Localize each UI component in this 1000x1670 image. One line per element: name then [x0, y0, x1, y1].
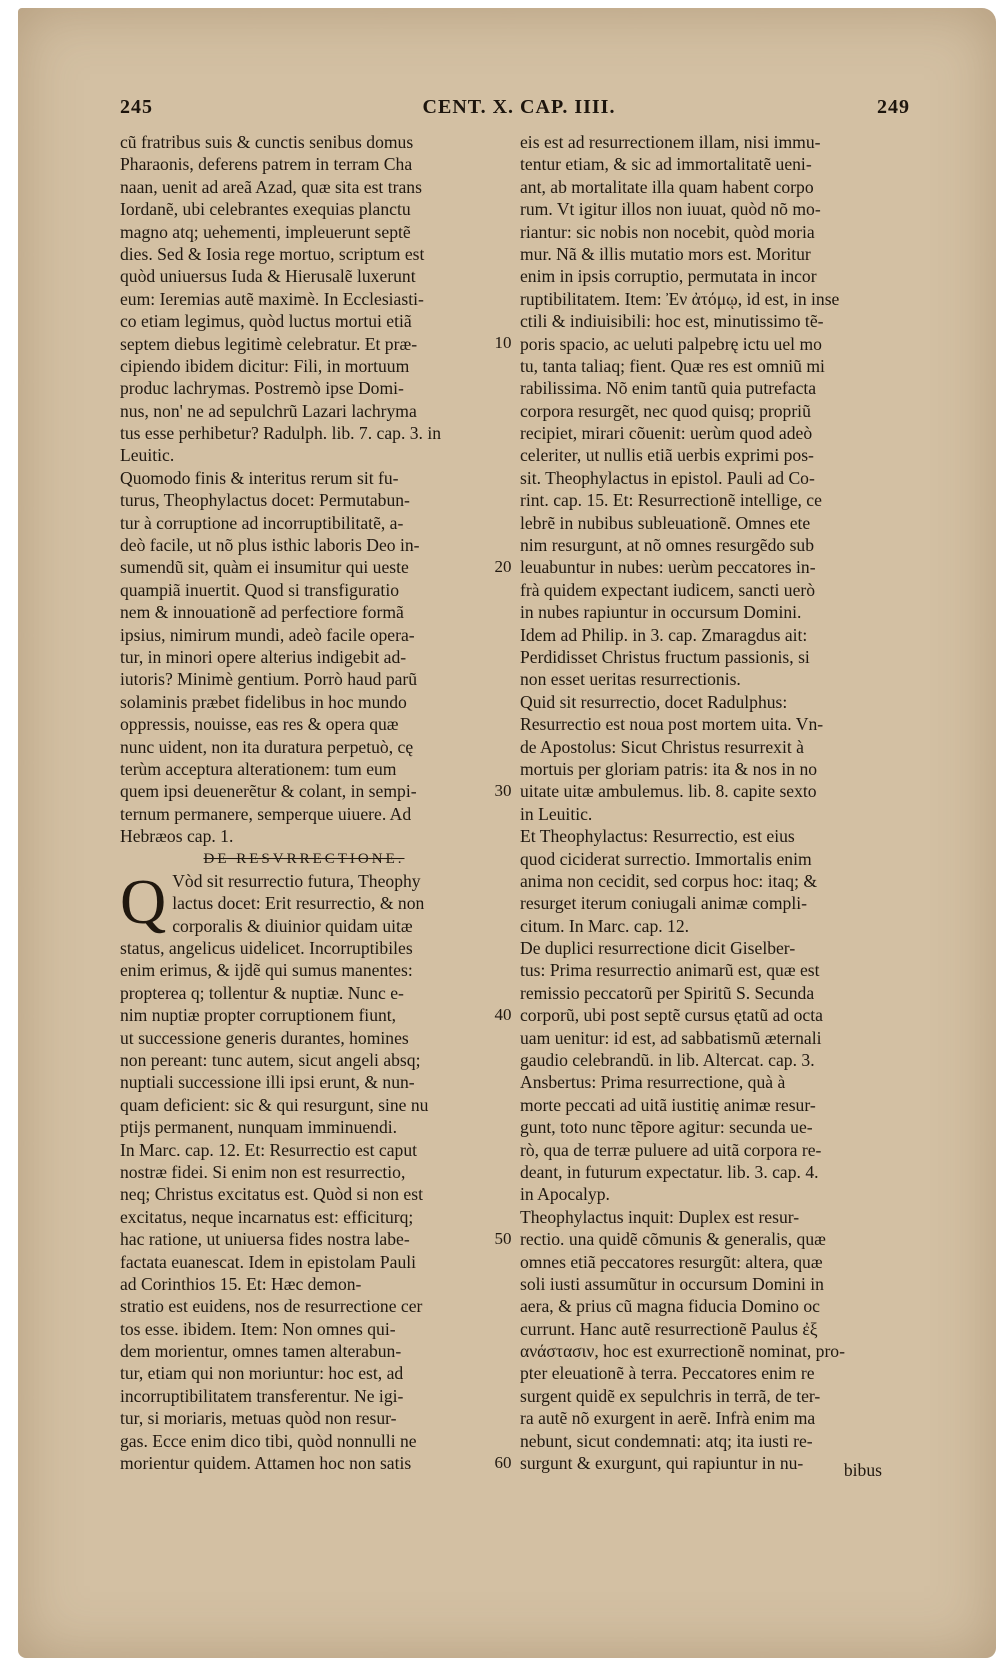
text-line: mur. Nã & illis mutatio mors est. Moritur [520, 243, 811, 264]
text-line: omnes etiã peccatores resurgũt: altera, quæ [520, 1251, 823, 1272]
text-line: quam deficient: sic & qui resurgunt, sine nu [120, 1094, 429, 1115]
text-line: tur, etiam qui non moriuntur: hoc est, ad [120, 1363, 404, 1384]
text-line: morientur quidem. Attamen hoc non satis [120, 1453, 412, 1474]
text-line: surgunt & exurgunt, qui rapiuntur in nu- [520, 1453, 804, 1474]
text-line: in nubes rapiuntur in occursum Domini. [520, 602, 802, 623]
text-line: tur, si moriaris, metuas quòd non resur- [120, 1408, 397, 1429]
running-title: CENT. X. CAP. IIII. [422, 96, 616, 118]
text-line: recipiet, mirari cõuenit: uerùm quod adeò [520, 423, 813, 444]
text-line: soli iusti assumũtur in occursum Domini in [520, 1273, 824, 1294]
text-line: leuabuntur in nubes: uerùm peccatores in- [520, 557, 816, 578]
text-line: iutoris? Minimè gentium. Porrò haud parũ [120, 669, 418, 690]
text-line: non pereant: tunc autem, sicut angeli absq; [120, 1050, 421, 1071]
text-line: eis est ad resurrectionem illam, nisi immu- [520, 132, 821, 152]
text-line: quampiã inuertit. Quod si transfiguratio [120, 579, 400, 600]
text-line: celeriter, ut nullis etiã uerbis exprimi pos- [520, 445, 814, 466]
text-line: Pharaonis, deferens patrem in terram Cha [120, 154, 413, 175]
text-line: Idem ad Philip. in 3. cap. Zmaragdus ait: [520, 624, 808, 645]
text-line: Vòd sit resurrectio futura, Theophy [172, 870, 421, 891]
text-line: gaudio celebrandũ. in lib. Altercat. cap. 3. [520, 1050, 815, 1071]
text-line: nem & innouationẽ ad perfectiore formã [120, 602, 404, 623]
line-number: 60 [494, 1452, 512, 1472]
text-line: Quomodo finis & interitus rerum sit fu- [120, 467, 399, 488]
text-line: nunc uident, non ita duratura perpetuò, cę [120, 736, 414, 757]
text-line: currunt. Hanc autẽ resurrectionẽ Paulus ἐξ [520, 1318, 818, 1339]
text-line: resurget iterum coniugali animæ compli- [520, 893, 807, 914]
text-line: nus, non' ne ad sepulchrũ Lazari lachryma [120, 400, 417, 421]
text-line: cũ fratribus suis & cunctis senibus domus [120, 132, 414, 152]
text-line: propterea q; tollentur & nuptiæ. Nunc e- [120, 982, 404, 1003]
text-line: ra autẽ nõ exurgent in aerẽ. Infrà enim ma [520, 1408, 816, 1429]
text-line: mortuis per gloriam patris: ita & nos in no [520, 758, 818, 779]
text-line: ανάστασιν, hoc est exurrectionẽ nominat, pro- [520, 1341, 845, 1362]
text-line: rint. cap. 15. Et: Resurrectionẽ intellige, ce [520, 490, 822, 511]
text-line: cipiendo ibidem dicitur: Fili, in mortuum [120, 355, 410, 376]
text-line: corporũ, ubi post septẽ cursus ętatũ ad octa [520, 1005, 823, 1026]
text-line: anima non cecidit, sed corpus hoc: itaq; & [520, 870, 818, 891]
text-line: co etiam legimus, quòd luctus mortui etiã [120, 311, 412, 332]
section-title: DE RESVRRECTIONE. [203, 850, 405, 867]
text-line: pter eleuationẽ à terra. Peccatores enim re [520, 1363, 815, 1384]
text-line: ruptibilitatem. Item: Ἐν ἀτόμῳ, id est, in inse [520, 288, 840, 309]
text-line: in Leuitic. [520, 803, 593, 824]
running-header [120, 96, 910, 126]
text-line: neq; Christus excitatus est. Quòd si non est [120, 1184, 423, 1205]
text-line: naan, uenit ad areã Azad, quæ sita est trans [120, 176, 422, 197]
text-line: in Apocalyp. [520, 1184, 610, 1205]
text-line: ptijs permanent, nunquam imminuendi. [120, 1117, 398, 1138]
text-line: sumendũ sit, quàm ei insumitur qui ueste [120, 557, 409, 578]
text-line: rabilissima. Nõ enim tantũ quia putrefacta [520, 378, 817, 399]
line-number: 10 [494, 332, 512, 352]
text-line: aera, & prius cũ magna fiducia Domino oc [520, 1296, 820, 1317]
text-line: terùm acceptura alterationem: tum eum [120, 758, 397, 779]
text-line: corporalis & diuinior quidam uitæ [172, 915, 413, 936]
line-number: 20 [494, 556, 512, 576]
text-line: Resurrectio est noua post mortem uita. Vn- [520, 714, 824, 735]
text-line: tos esse. ibidem. Item: Non omnes qui- [120, 1318, 396, 1339]
text-line: uam uenitur: id est, ad sabbatismũ æternali [520, 1027, 822, 1048]
text-line: nostræ fidei. Si enim non est resurrectio, [120, 1161, 406, 1182]
text-line: nuptiali successione illi ipsi erunt, & nun- [120, 1072, 415, 1093]
text-line: ad Corinthios 15. Et: Hæc demon- [120, 1273, 362, 1294]
text-line: status, angelicus uidelicet. Incorruptibiles [120, 938, 413, 959]
text-line: tur, in minori opere alterius indigebit ad- [120, 646, 407, 667]
text-line: quod ciciderat surrectio. Immortalis enim [520, 848, 812, 869]
text-line: deant, in futurum expectatur. lib. 3. cap. 4. [520, 1161, 819, 1182]
text-line: stratio est euidens, nos de resurrectione cer [120, 1296, 423, 1317]
text-line: dies. Sed & Iosia rege mortuo, scriptum est [120, 243, 425, 264]
text-line: solaminis præbet fidelibus in hoc mundo [120, 691, 407, 712]
text-line: gas. Ecce enim dico tibi, quòd nonnulli ne [120, 1430, 417, 1451]
right-column [520, 131, 888, 1474]
text-line: hac ratione, ut uniuersa fides nostra labe- [120, 1229, 410, 1250]
text-line: lactus docet: Erit resurrectio, & non [172, 893, 425, 914]
text-line: septem diebus legitimè celebratur. Et præ- [120, 333, 418, 354]
text-line: Iordanẽ, ubi celebrantes exequias planctu [120, 199, 411, 220]
text-line: Perdidisset Christus fructum passionis, si [520, 646, 810, 667]
page-number-right: 249 [877, 96, 910, 118]
text-line: gunt, toto nunc tẽpore agitur: secunda ue- [520, 1117, 813, 1138]
text-line: poris spacio, ac ueluti palpebrę ictu uel mo [520, 333, 822, 354]
text-line: oppressis, nouisse, eas res & opera quæ [120, 714, 399, 735]
text-line: rò, qua de terræ puluere ad uitã corpora re- [520, 1139, 822, 1160]
text-line: lebrẽ in nubibus subleuationẽ. Omnes ete [520, 512, 811, 533]
text-line: De duplici resurrectione dicit Giselber- [520, 938, 796, 959]
text-line: morte peccati ad uitã iustitię animæ resur- [520, 1094, 816, 1115]
text-line: uitate uitæ ambulemus. lib. 8. capite sexto [520, 781, 817, 802]
text-line: rum. Vt igitur illos non iuuat, quòd nõ mo- [520, 199, 821, 220]
drop-cap: Q [120, 865, 167, 937]
text-line: Quid sit resurrectio, docet Radulphus: [520, 691, 788, 712]
text-line: quòd uniuersus Iuda & Hierusalẽ luxerunt [120, 266, 416, 287]
text-line: ut successione generis durantes, homines [120, 1027, 409, 1048]
text-line: turus, Theophylactus docet: Permutabun- [120, 490, 410, 511]
text-line: ipsius, nimirum mundi, adeò facile opera- [120, 624, 415, 645]
text-line: rectio. una quidẽ cõmunis & generalis, quæ [520, 1229, 826, 1250]
text-line: remissio peccatorũ per Spiritũ S. Secunda [520, 982, 815, 1003]
text-line: factata euanescat. Idem in epistolam Pauli [120, 1251, 417, 1272]
text-line: dem morientur, omnes tamen alterabun- [120, 1341, 402, 1362]
text-line: Leuitic. [120, 445, 175, 466]
text-line: citum. In Marc. cap. 12. [520, 915, 690, 936]
text-line: produc lachrymas. Postremò ipse Domi- [120, 378, 404, 399]
text-line: quem ipsi deuenerẽtur & colant, in sempi- [120, 781, 417, 802]
text-line: magno atq; uehementi, impleuerunt septẽ [120, 221, 411, 242]
catchword: bibus [843, 1460, 882, 1480]
line-number: 30 [494, 780, 512, 800]
text-line: ternum permanere, semperque uiuere. Ad [120, 803, 412, 824]
text-line: nebunt, sicut condemnati: atq; ita iusti re- [520, 1430, 813, 1451]
text-line: excitatus, neque incarnatus est: efficiturq; [120, 1206, 414, 1227]
text-line: Et Theophylactus: Resurrectio, est eius [520, 826, 795, 847]
text-line: tur à corruptione ad incorruptibilitatẽ, a- [120, 512, 404, 533]
text-line: Hebræos cap. 1. [120, 826, 234, 847]
page-number-left: 245 [120, 96, 153, 118]
text-line: surgent quidẽ ex sepulchris in terrã, de ter- [520, 1385, 821, 1406]
text-line: Theophylactus inquit: Duplex est resur- [520, 1206, 800, 1227]
text-line: nim nuptiæ propter corruptionem fiunt, [120, 1005, 397, 1026]
text-line: deò facile, ut nõ plus isthic laboris Deo in- [120, 535, 420, 556]
text-line: sit. Theophylactus in epistol. Pauli ad Co- [520, 467, 815, 488]
line-number: 50 [494, 1228, 512, 1248]
text-line: enim erimus, & ijdẽ qui sumus manentes: [120, 960, 413, 981]
text-line: tu, tanta taliaq; fient. Quæ res est omniũ mi [520, 355, 825, 376]
text-line: tus: Prima resurrectio animarũ est, quæ est [520, 960, 820, 981]
section-body [120, 865, 488, 1475]
line-number: 40 [494, 1004, 512, 1024]
text-line: non esset ueritas resurrectionis. [520, 669, 741, 690]
text-line: frà quidem expectant iudicem, sancti uerò [520, 579, 816, 600]
text-line: corpora resurgẽt, nec quod quisq; propriũ [520, 400, 811, 421]
text-line: Ansbertus: Prima resurrectione, quà à [520, 1072, 786, 1093]
text-line: riantur: sic nobis non nocebit, quòd moria [520, 221, 815, 242]
text-line: In Marc. cap. 12. Et: Resurrectio est caput [120, 1139, 418, 1160]
text-line: ctili & indiuisibili: hoc est, minutissimo tẽ- [520, 311, 824, 332]
left-column [120, 131, 488, 1474]
text-line: eum: Ieremias autẽ maximè. In Ecclesiasti- [120, 288, 424, 309]
text-line: tus esse perhibetur? Radulph. lib. 7. cap. 3. in [120, 423, 442, 444]
text-line: tentur etiam, & sic ad immortalitatẽ ueni- [520, 154, 812, 175]
text-line: enim in ipsis corruptio, permutata in incor [520, 266, 817, 287]
text-line: incorruptibilitatem transferentur. Ne igi- [120, 1385, 404, 1406]
text-line: nim resurgunt, at nõ omnes resurgẽdo sub [520, 535, 815, 556]
text-line: ant, ab mortalitate illa quam habent corpo [520, 176, 814, 197]
text-line: de Apostolus: Sicut Christus resurrexit à [520, 736, 804, 757]
